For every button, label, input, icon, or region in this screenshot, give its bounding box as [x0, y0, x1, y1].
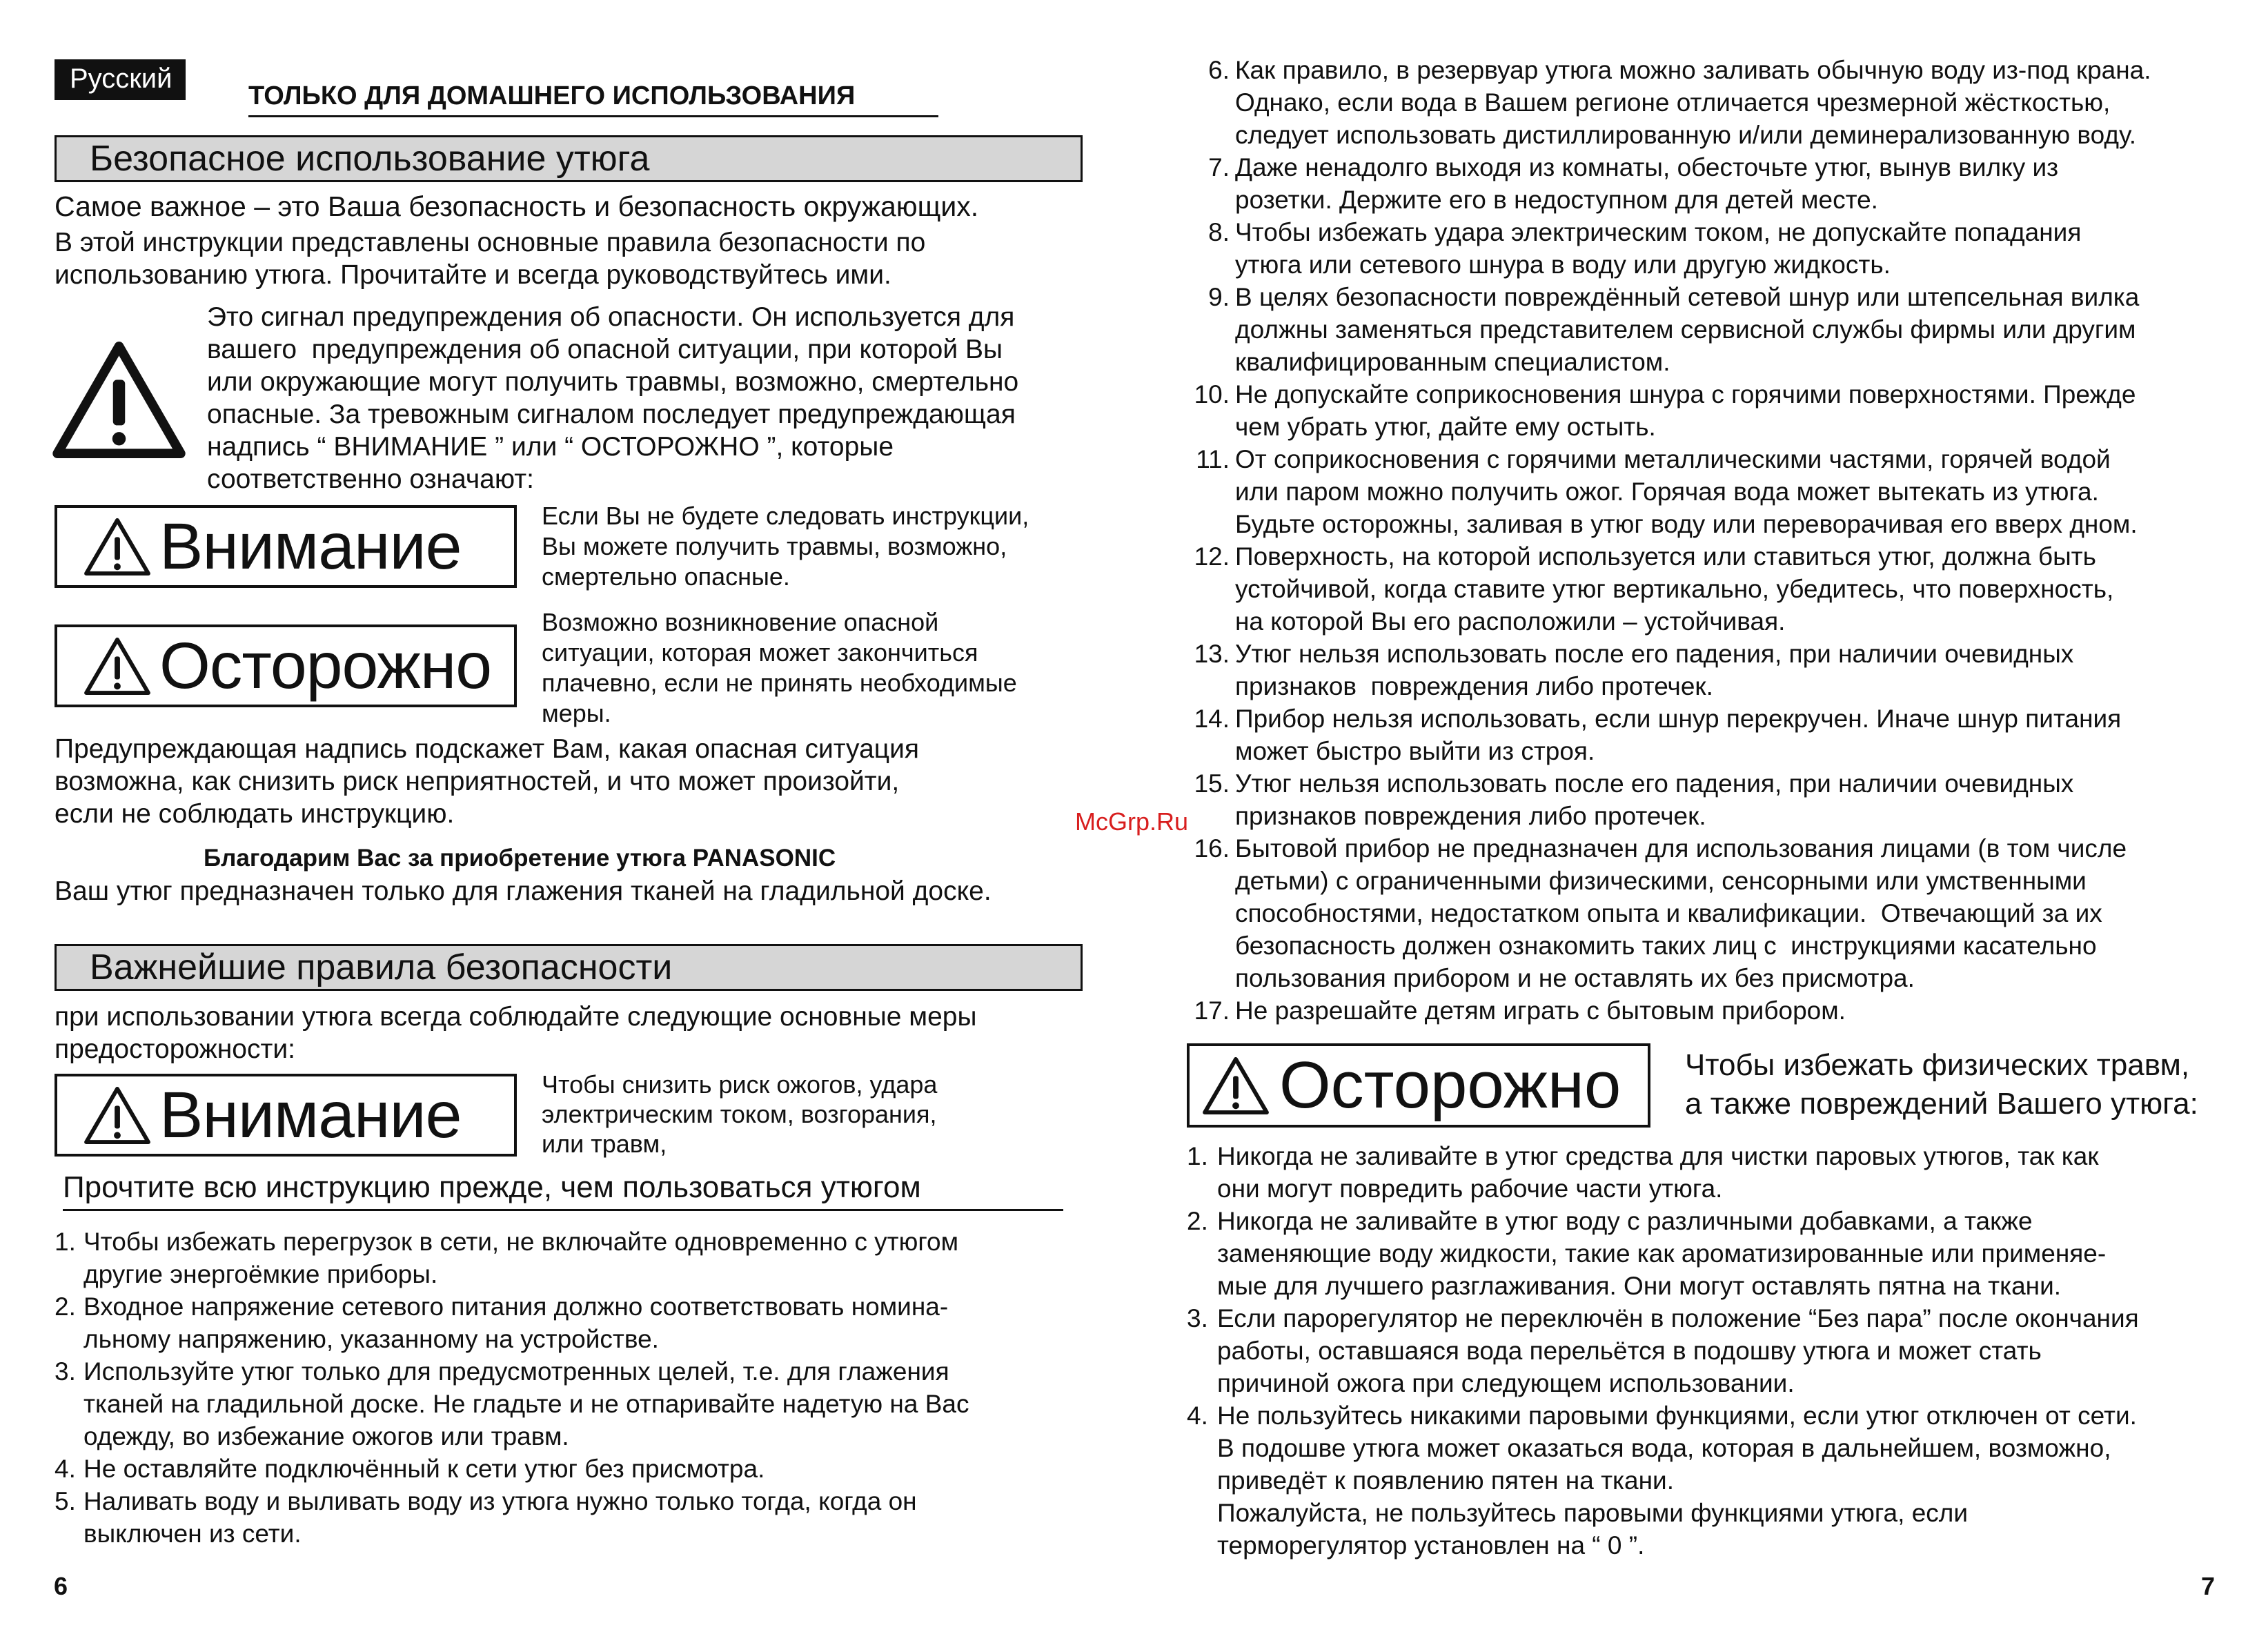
warning-risk-text: Чтобы снизить риск ожогов, удара электрическим током, возгорания, или травм, [542, 1070, 938, 1158]
watermark: McGrp.Ru [1075, 807, 1189, 836]
caution-definition: Возможно возникновение опасной ситуации, которая может закончиться плачевно, если не принять необходимые меры. [542, 608, 1017, 727]
language-badge: Русский [55, 59, 186, 100]
warning-word: Внимание [159, 1079, 462, 1152]
list-item: 2. Никогда не заливайте в утюг воду с различными добавками, а также заменяющие воду жидкости, такие как ароматизированные или применяе- мые для лучшего разглаживания. Они могут оставлять пятна на ткани. [1187, 1207, 2107, 1300]
list-item: 13. Утюг нельзя использовать после его падения, при наличии очевидных признаков повреждения либо протечек. [1194, 640, 2074, 700]
safety-list-right [1187, 54, 2151, 1027]
warning-triangle-icon [83, 1085, 151, 1145]
warning-triangle-icon [1202, 1056, 1270, 1115]
warning-definition: Если Вы не будете следовать инструкции, Вы можете получить травмы, возможно, смертельно опасные. [542, 502, 1029, 591]
warning-triangle-icon [52, 341, 186, 458]
safety-list-left [55, 1226, 969, 1550]
thanks-line: Благодарим Вас за приобретение утюга PANASONIC [204, 845, 836, 872]
intro-text: В этой инструкции представлены основные правила безопасности по использованию утюга. Прочитайте и всегда руководствуйтесь ими. [55, 228, 926, 290]
hint-text: Предупреждающая надпись подскажет Вам, какая опасная ситуация возможна, как снизить риск неприятностей, и что может произойти, если не соблюдать инструкцию. [55, 734, 920, 829]
alert-signal-description: Это сигнал предупреждения об опасности. Он используется для вашего предупреждения об опасной ситуации, при которой Вы или окружающие могут получить травмы, возможно, смертельно опасные. За тревожным сигналом последует предупреждающая надпись “ ВНИМАНИЕ ” или “ ОСТОРОЖНО ”, которые соответственно означают: [207, 302, 1019, 494]
list-item: 11. От соприкосновения с горячими металлическими частями, горячей водой или паром можно получить ожог. Горячая вода может вытекать из утюга. Будьте осторожны, заливая в утюг воду или переворачивая его вверх дном. [1196, 445, 2138, 538]
read-all-heading: Прочтите всю инструкцию прежде, чем пользоваться утюгом [63, 1170, 1063, 1211]
purpose-line: Ваш утюг предназначен только для глажения тканей на гладильной доске. [55, 876, 992, 906]
right-page [1187, 0, 2222, 1643]
list-item: 1. Никогда не заливайте в утюг средства для чистки паровых утюгов, так как они могут повредить рабочие части утюга. [1187, 1142, 2099, 1203]
warning-triangle-icon [83, 517, 151, 576]
warning-label-box [55, 1074, 517, 1157]
warning-word: Внимание [159, 510, 462, 583]
list-item: 14. Прибор нельзя использовать, если шнур перекручен. Иначе шнур питания может быстро выйти из строя. [1194, 705, 2122, 765]
list-item: 8. Чтобы избежать удара электрическим током, не допускайте попадания утюга или сетевого шнура в воду или другую жидкость. [1208, 218, 2082, 279]
page-number-left: 6 [54, 1572, 68, 1600]
list-item: 17. Не разрешайте детям играть с бытовым прибором. [1194, 996, 1846, 1025]
caution-list [1187, 1140, 2139, 1562]
list-item: 3. Если парорегулятор не переключён в положение “Без пара” после окончания работы, оставшаяся вода перельётся в подошву утюга и может стать причиной ожога при следующем использовании. [1187, 1304, 2139, 1397]
caution-label-box [1187, 1043, 1650, 1128]
list-item: 4. Не оставляйте подключённый к сети утюг без присмотра. [55, 1455, 765, 1483]
caution-word: Осторожно [1279, 1048, 1621, 1122]
list-item: 2. Входное напряжение сетевого питания должно соответствовать номина- льному напряжению, указанному на устройстве. [55, 1292, 949, 1353]
caution-intro: Чтобы избежать физических травм, а также повреждений Вашего утюга: [1685, 1048, 2198, 1121]
page-number-right: 7 [2201, 1572, 2216, 1600]
caution-word: Осторожно [159, 629, 492, 702]
section-title-important-rules: Важнейшие правила безопасности [55, 944, 1083, 991]
warning-triangle-icon [83, 636, 151, 696]
list-item: 4. Не пользуйтесь никакими паровыми функциями, если утюг отключен от сети. В подошве утюга может оказаться вода, которая в дальнейшем, возможно, приведёт к появлению пятен на ткани. Пожалуйста, не пользуйтесь паровыми функциями утюга, если терморегулятор установлен на “ 0 ”. [1187, 1401, 2137, 1560]
home-use-heading: ТОЛЬКО ДЛЯ ДОМАШНЕГО ИСПОЛЬЗОВАНИЯ [248, 81, 938, 117]
list-item: 15. Утюг нельзя использовать после его падения, при наличии очевидных признаков повреждения либо протечек. [1194, 769, 2074, 830]
list-item: 6. Как правило, в резервуар утюга можно заливать обычную воду из-под крана. Однако, если вода в Вашем регионе отличается чрезмерной жёсткостью, следует использовать дистиллированную и/или деминерализованную воду. [1208, 56, 2151, 149]
caution-label-box [55, 624, 517, 707]
warning-label-box [55, 505, 517, 588]
list-item: 3. Используйте утюг только для предусмотренных целей, т.е. для глажения тканей на гладильной доске. Не гладьте и не отпаривайте надетую на Вас одежду, во избежание ожогов или травм. [55, 1357, 969, 1450]
left-page [52, 0, 1107, 1643]
intro-headline: Самое важное – это Ваша безопасность и безопасность окружающих. [55, 190, 979, 222]
list-item: 10. Не допускайте соприкосновения шнура с горячими поверхностями. Прежде чем убрать утюг, дайте ему остыть. [1194, 380, 2136, 441]
list-item: 7. Даже ненадолго выходя из комнаты, обесточьте утюг, вынув вилку из розетки. Держите его в недоступном для детей месте. [1208, 153, 2059, 214]
list-item: 16. Бытовой прибор не предназначен для использования лицами (в том числе детьми) с ограниченными физическими, сенсорными или умственными способностями, недостатком опыта и квалификации. Отвечающий за их безопасность должен ознакомить таких лиц с инструкциями касательно пользования прибором и не оставлять их без присмотра. [1194, 834, 2127, 992]
list-item: 5. Наливать воду и выливать воду из утюга нужно только тогда, когда он выключен из сети. [55, 1487, 917, 1548]
list-item: 9. В целях безопасности повреждённый сетевой шнур или штепсельная вилка должны заменяться представителем сервисной службы фирмы или другим квалифицированным специалистом. [1208, 283, 2140, 376]
list-item: 1. Чтобы избежать перегрузок в сети, не включайте одновременно с утюгом другие энергоёмкие приборы. [55, 1228, 959, 1288]
rules-intro: при использовании утюга всегда соблюдайте следующие основные меры предосторожности: [55, 1002, 977, 1064]
list-item: 12. Поверхность, на которой используется или ставиться утюг, должна быть устойчивой, когда ставите утюг вертикально, убедитесь, что поверхность, на которой Вы его расположили – устойчивая. [1194, 542, 2114, 636]
section-title-safe-use: Безопасное использование утюга [55, 135, 1083, 182]
